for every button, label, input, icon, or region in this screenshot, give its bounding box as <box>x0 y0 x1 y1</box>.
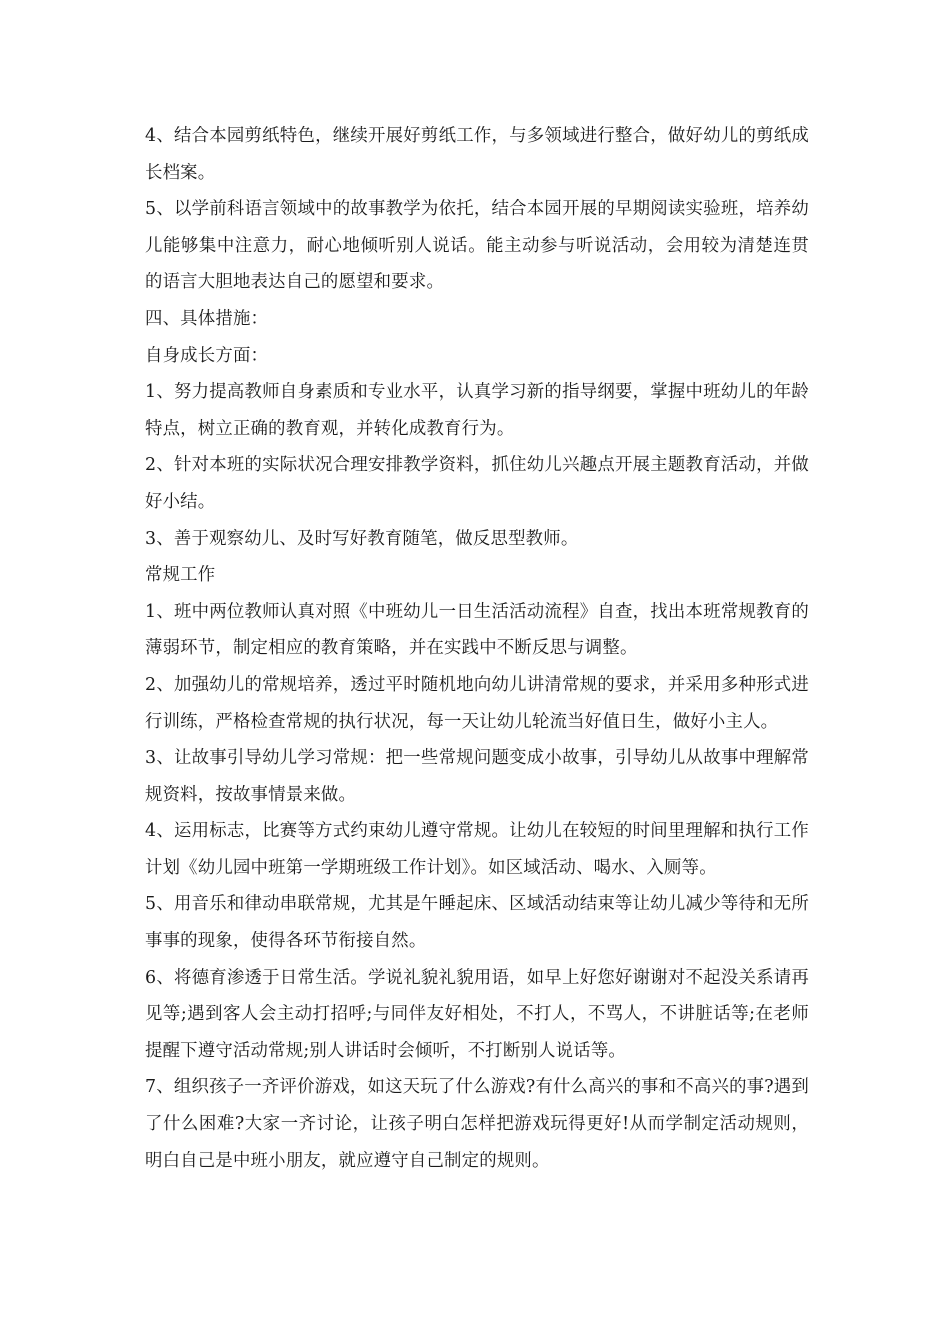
paragraph-routine-7: 7、组织孩子一齐评价游戏，如这天玩了什么游戏?有什么高兴的事和不高兴的事?遇到了什么困难?大家一齐讨论，让孩子明白怎样把游戏玩得更好!从而学制定活动规则，明白自己是中班小朋友，就应遵守自己制定的规则。 <box>145 1077 809 1171</box>
paragraph-goal-4-papercut: 4、结合本园剪纸特色，继续开展好剪纸工作，与多领域进行整合，做好幼儿的剪纸成长档案。 <box>145 126 809 183</box>
paragraph-routine-6: 6、将德育渗透于日常生活。学说礼貌礼貌用语，如早上好您好谢谢对不起没关系请再见等;遇到客人会主动打招呼;与同伴友好相处，不打人，不骂人，不讲脏话等;在老师提醒下遵守活动常规;别人讲话时会倾听，不打断别人说话等。 <box>145 967 809 1061</box>
paragraph-growth-3: 3、善于观察幼儿、及时写好教育随笔，做反思型教师。 <box>145 528 579 549</box>
document-body <box>145 118 809 1179</box>
subheading-routine-work: 常规工作 <box>145 565 216 586</box>
subheading-self-growth: 自身成长方面： <box>145 345 269 366</box>
section-heading-measures: 四、具体措施： <box>145 308 269 329</box>
paragraph-routine-1: 1、班中两位教师认真对照《中班幼儿一日生活活动流程》自查，找出本班常规教育的薄弱环节，制定相应的教育策略，并在实践中不断反思与调整。 <box>145 601 809 659</box>
paragraph-growth-1: 1、努力提高教师自身素质和专业水平，认真学习新的指导纲要，掌握中班幼儿的年龄特点，树立正确的教育观，并转化成教育行为。 <box>145 382 809 439</box>
paragraph-routine-2: 2、加强幼儿的常规培养，透过平时随机地向幼儿讲清常规的要求，并采用多种形式进行训练，严格检查常规的执行状况，每一天让幼儿轮流当好值日生，做好小主人。 <box>145 674 809 732</box>
paragraph-routine-5: 5、用音乐和律动串联常规，尤其是午睡起床、区域活动结束等让幼儿减少等待和无所事事的现象，使得各环节衔接自然。 <box>145 894 809 952</box>
paragraph-routine-3: 3、让故事引导幼儿学习常规：把一些常规问题变成小故事，引导幼儿从故事中理解常规资料，按故事情景来做。 <box>145 748 809 805</box>
paragraph-growth-2: 2、针对本班的实际状况合理安排教学资料，抓住幼儿兴趣点开展主题教育活动，并做好小结。 <box>145 455 809 512</box>
paragraph-goal-5-language: 5、以学前科语言领域中的故事教学为依托，结合本园开展的早期阅读实验班，培养幼儿能够集中注意力，耐心地倾听别人说话。能主动参与听说活动，会用较为清楚连贯的语言大胆地表达自己的愿望和要求。 <box>145 199 809 293</box>
paragraph-routine-4: 4、运用标志，比赛等方式约束幼儿遵守常规。让幼儿在较短的时间里理解和执行工作计划《幼儿园中班第一学期班级工作计划》。如区域活动、喝水、入厕等。 <box>145 821 809 878</box>
